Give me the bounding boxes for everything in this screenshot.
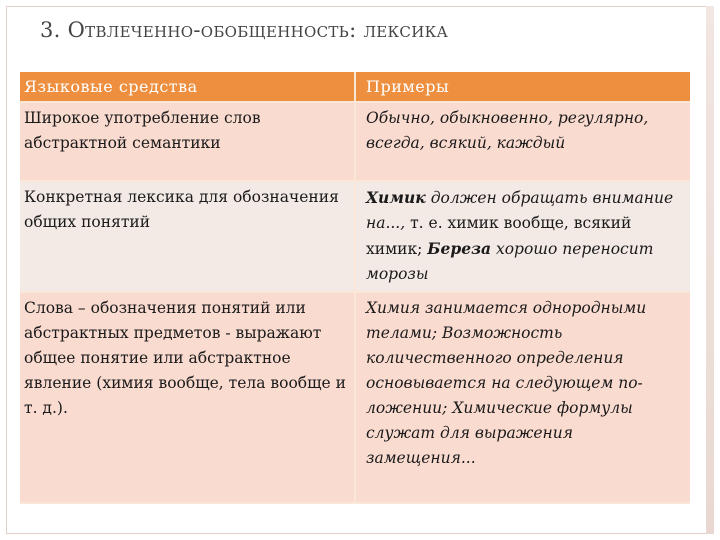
example-text: хорошо переносит морозы xyxy=(366,240,654,283)
header-means: Языковые средства xyxy=(20,72,355,102)
title-number: 3. О xyxy=(40,18,86,42)
example-bold-birch: Береза xyxy=(427,239,492,258)
example-bold-chemist: Химик xyxy=(366,188,426,207)
example-cell xyxy=(355,181,690,292)
means-cell: Конкретная лексика для обозначения общих понятий xyxy=(20,181,355,292)
slide-title xyxy=(40,18,448,42)
example-cell: Химия занимается однородными телами; Возможность количественного определения основывается на следующем по-ложении; Химические формулы служат для выражения замещения... xyxy=(355,292,690,503)
table-row xyxy=(20,102,690,181)
example-text: должен обращать внимание на..., xyxy=(366,189,674,232)
header-examples: Примеры xyxy=(355,72,690,102)
title-text: твлеченно-обобщенность: лексика xyxy=(85,18,449,42)
example-text-plain: т. е. химик вообще, всякий химик; xyxy=(366,214,632,258)
table-header-row xyxy=(20,72,690,102)
slide-accent-bar xyxy=(706,6,714,534)
example-cell: Обычно, обыкновенно, регулярно, всегда, всякий, каждый xyxy=(355,102,690,181)
lexis-table xyxy=(20,72,690,504)
means-cell: Слова – обозначения понятий или абстрактных предметов - выражают общее понятие или абстрактное явление (химия вообще, тела вообще и т. д.). xyxy=(20,292,355,503)
means-cell: Широкое употребление слов абстрактной семантики xyxy=(20,102,355,181)
table-row xyxy=(20,181,690,292)
table-row xyxy=(20,292,690,503)
